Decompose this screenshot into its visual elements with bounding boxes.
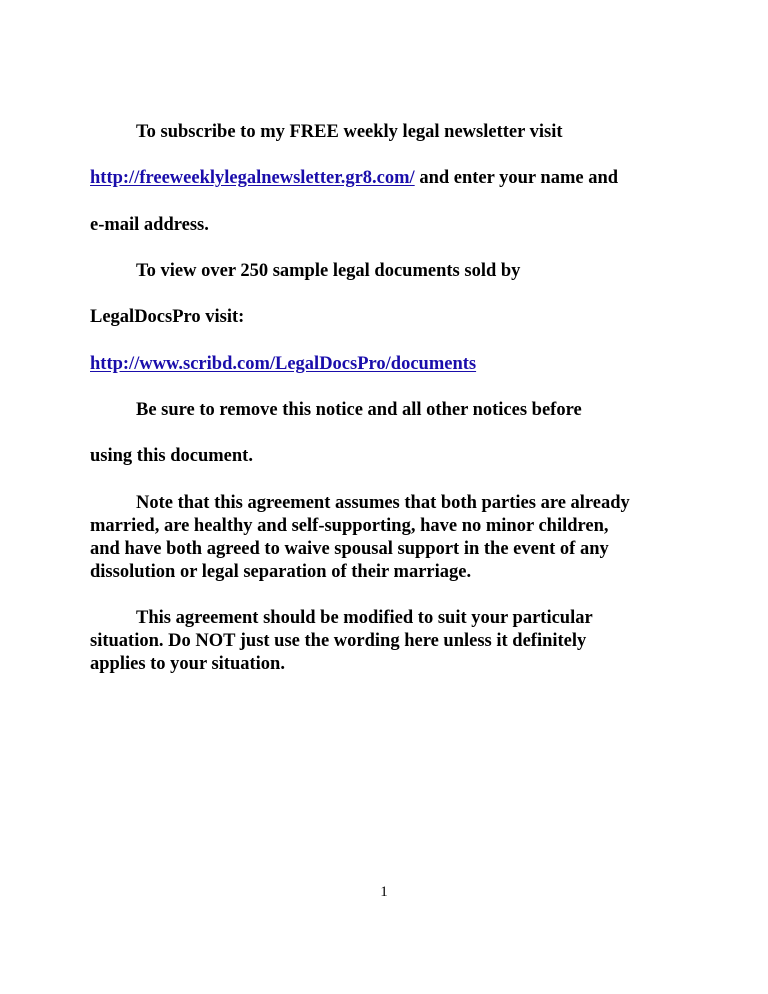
modify-line: applies to your situation.: [90, 654, 285, 674]
assumptions-line: and have both agreed to waive spousal support in the event of any: [90, 539, 609, 559]
newsletter-intro-line: [90, 121, 563, 144]
modify-line: This agreement should be modified to suit your particular: [136, 608, 593, 628]
samples-intro-line: [90, 260, 520, 283]
samples-intro-text: To view over 250 sample legal documents sold by: [136, 261, 521, 281]
samples-visit-text: LegalDocsPro visit:: [90, 307, 245, 327]
notice-text-1: Be sure to remove this notice and all other notices before: [136, 400, 582, 420]
modify-line: situation. Do NOT just use the wording here unless it definitely: [90, 631, 587, 651]
assumptions-line: Note that this agreement assumes that both parties are already: [136, 493, 630, 513]
newsletter-link-line: [90, 167, 618, 190]
newsletter-link-suffix: and enter your name and: [414, 168, 619, 188]
newsletter-email-text: e-mail address.: [90, 215, 209, 235]
newsletter-intro-text: To subscribe to my FREE weekly legal newsletter visit: [136, 122, 563, 142]
notice-line-1: [90, 399, 582, 422]
samples-link-line: [90, 353, 476, 376]
page-number: 1: [380, 884, 388, 900]
assumptions-paragraph: [90, 492, 690, 584]
newsletter-link[interactable]: http://freeweeklylegalnewsletter.gr8.com/: [90, 168, 415, 188]
notice-text-2: using this document.: [90, 446, 253, 466]
samples-visit-line: [90, 306, 244, 329]
samples-link[interactable]: http://www.scribd.com/LegalDocsPro/documents: [90, 354, 477, 374]
notice-line-2: [90, 445, 253, 468]
assumptions-line: dissolution or legal separation of their marriage.: [90, 562, 472, 582]
assumptions-line: married, are healthy and self-supporting, have no minor children,: [90, 516, 609, 536]
newsletter-email-line: [90, 214, 209, 237]
modify-paragraph: [90, 607, 690, 676]
